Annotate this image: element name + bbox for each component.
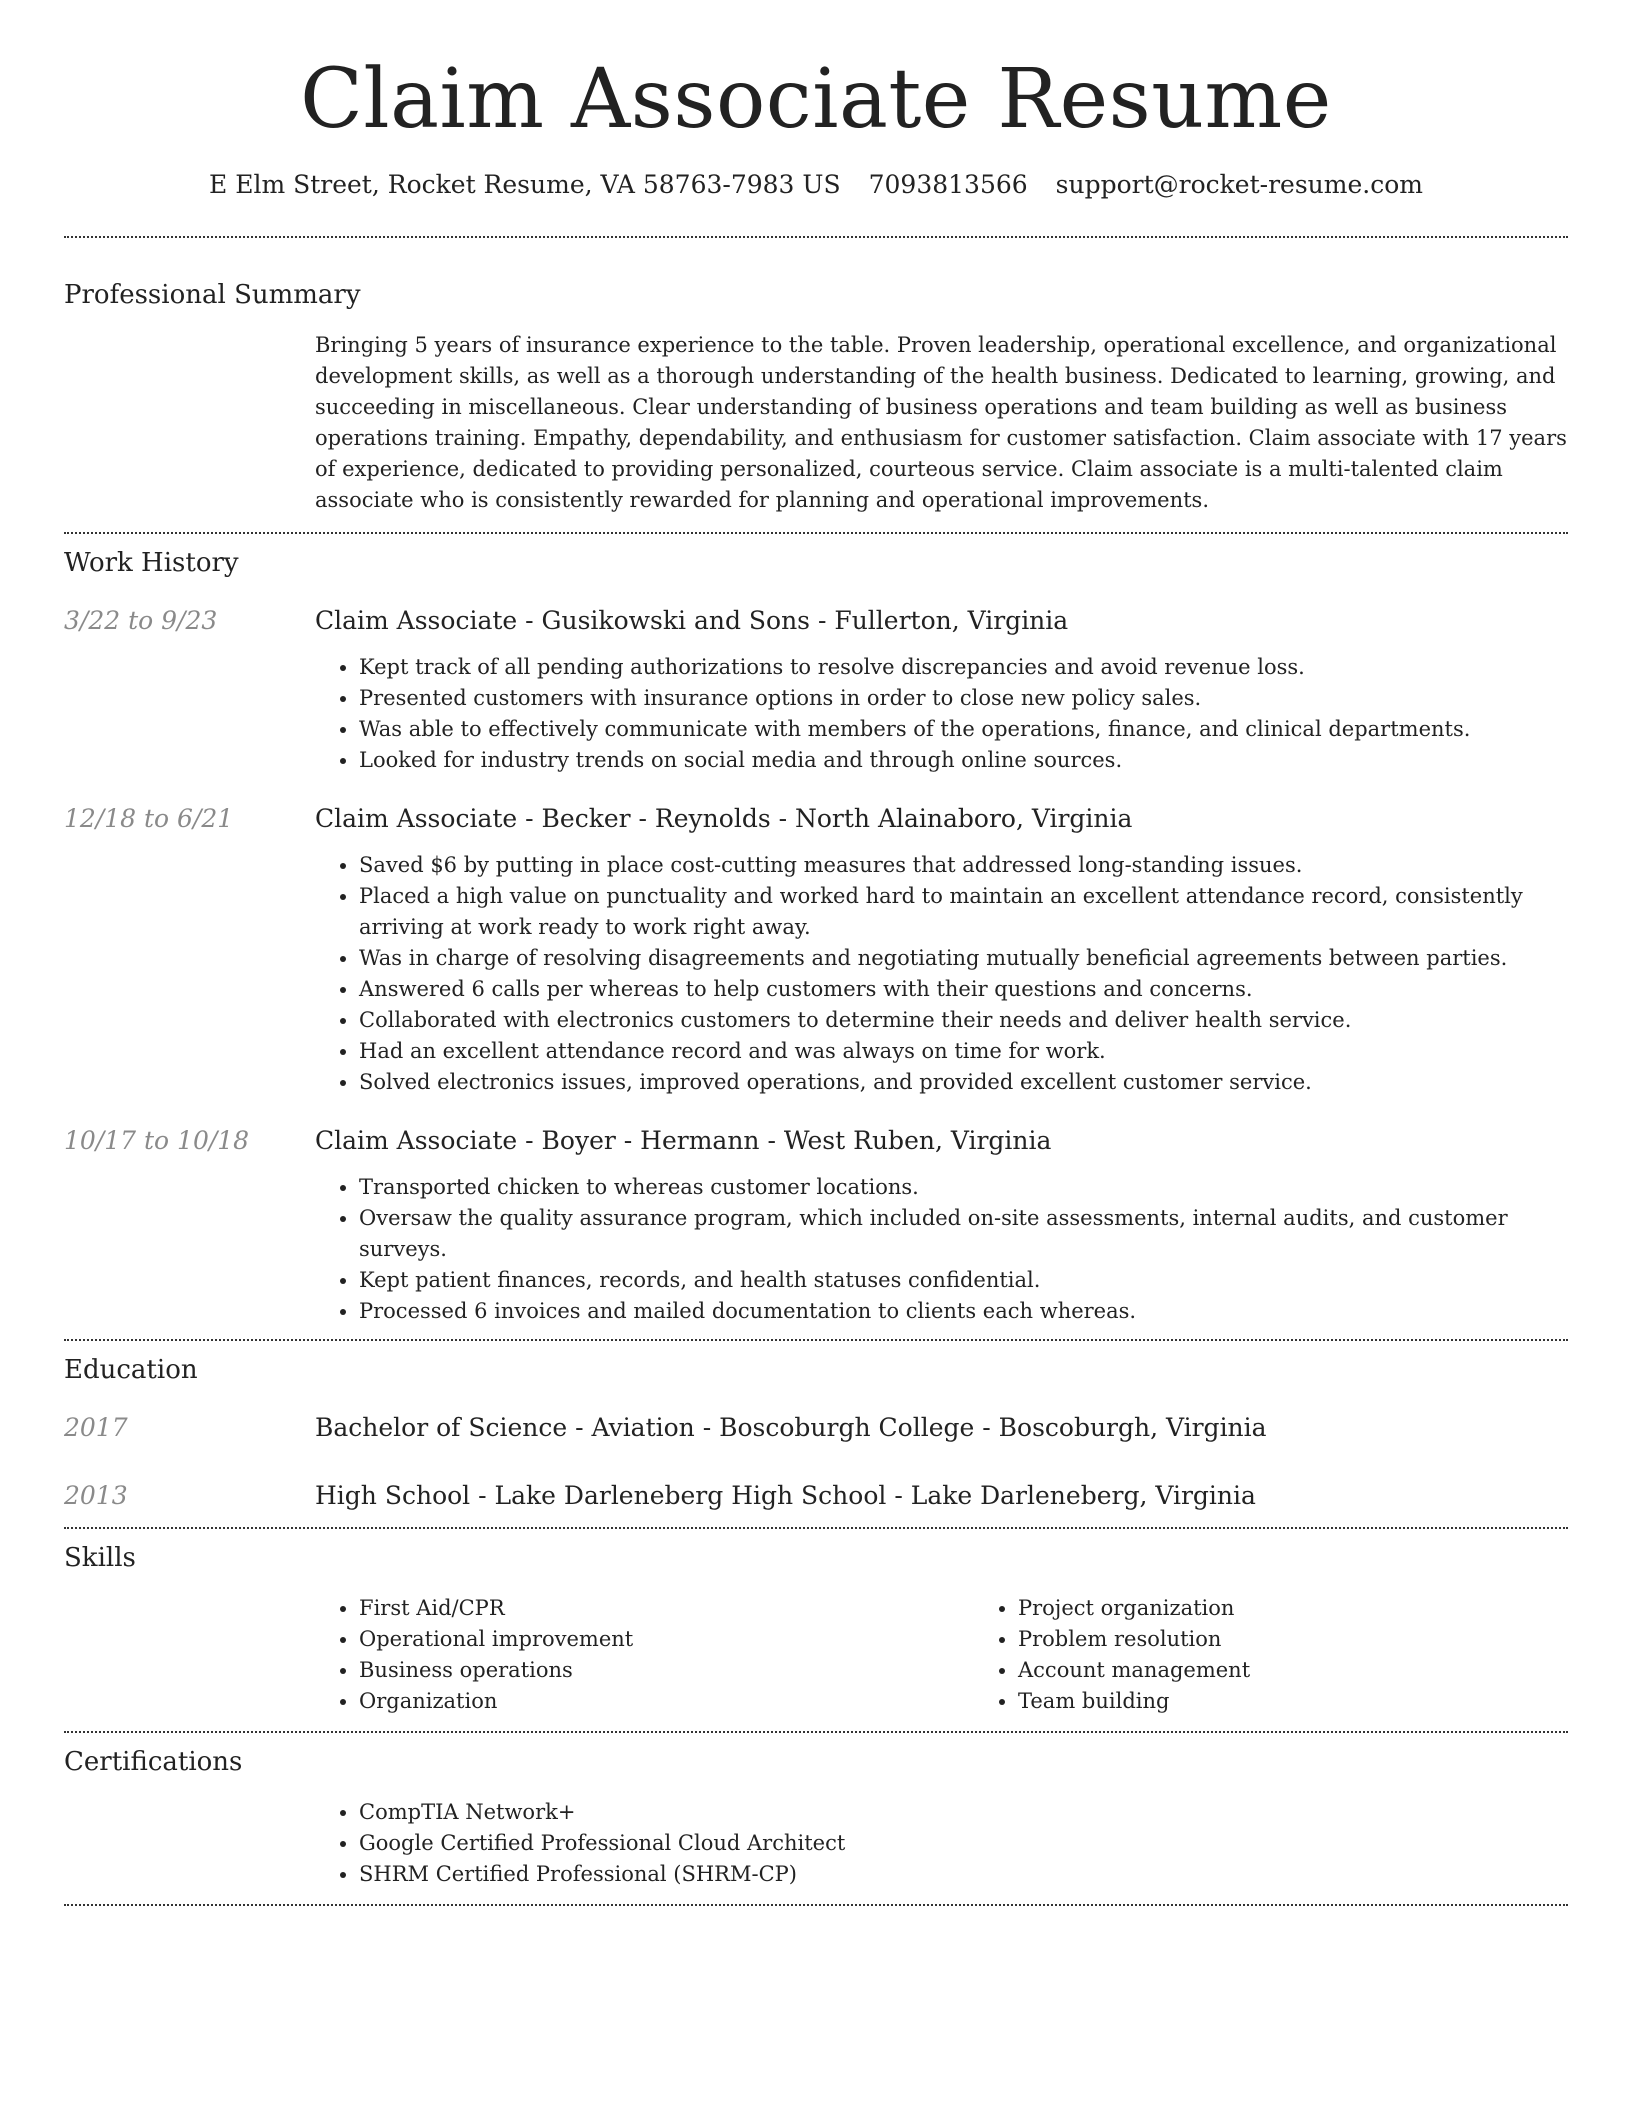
job-bullets (315, 850, 1568, 1098)
resume-title: Claim Associate Resume (300, 52, 1332, 147)
job-entry (64, 1124, 1568, 1327)
job-bullet: • Looked for industry trends on social media and through online sources. (359, 745, 1568, 776)
contact-line (64, 168, 1568, 202)
job-entry (64, 604, 1568, 776)
summary-heading: Professional Summary (64, 280, 361, 310)
job-bullet: • Was able to effectively communicate with members of the operations, finance, and clinical departments. (359, 714, 1568, 745)
skills-section (64, 1529, 1568, 1731)
education-entry (64, 1411, 1568, 1445)
job-bullets (315, 1172, 1568, 1327)
skill-item: • Problem resolution (1018, 1624, 1632, 1655)
education-text: Bachelor of Science - Aviation - Boscoburgh College - Boscoburgh, Virginia (315, 1413, 1267, 1442)
job-bullet: • Was in charge of resolving disagreements and negotiating mutually beneficial agreements between parties. (359, 943, 1568, 974)
job-bullet: • Collaborated with electronics customers to determine their needs and deliver health service. (359, 1005, 1568, 1036)
education-year: 2013 (64, 1481, 128, 1510)
job-entry (64, 802, 1568, 1098)
skill-item: • Operational improvement (359, 1624, 974, 1655)
address: E Elm Street, Rocket Resume, VA 58763-7983 US (209, 170, 841, 199)
job-title: Claim Associate - Boyer - Hermann - West Ruben, Virginia (315, 1126, 1052, 1155)
email: support@rocket-resume.com (1055, 170, 1423, 199)
job-dates: 12/18 to 6/21 (64, 804, 234, 833)
education-entry (64, 1479, 1568, 1513)
skill-item: • Business operations (359, 1655, 974, 1686)
skill-item: • Account management (1018, 1655, 1632, 1686)
certification-item: • Google Certified Professional Cloud Architect (359, 1828, 1568, 1859)
certifications-divider (64, 1904, 1568, 1906)
job-bullet: • Processed 6 invoices and mailed documentation to clients each whereas. (359, 1296, 1568, 1327)
skill-item: • Team building (1018, 1686, 1632, 1717)
job-bullet: • Kept patient finances, records, and health statuses confidential. (359, 1265, 1568, 1296)
summary-section (64, 238, 1568, 532)
education-year: 2017 (64, 1413, 128, 1442)
skills-list-left (315, 1593, 974, 1717)
work-history-section (64, 534, 1568, 1339)
education-section (64, 1341, 1568, 1527)
job-dates: 3/22 to 9/23 (64, 606, 218, 635)
job-bullet: • Presented customers with insurance options in order to close new policy sales. (359, 683, 1568, 714)
job-bullet: • Saved $6 by putting in place cost-cutting measures that addressed long-standing issues. (359, 850, 1568, 881)
skill-item: • First Aid/CPR (359, 1593, 974, 1624)
job-bullet: • Kept track of all pending authorizations to resolve discrepancies and avoid revenue loss. (359, 652, 1568, 683)
job-bullet: • Transported chicken to whereas customer locations. (359, 1172, 1568, 1203)
phone: 7093813566 (868, 170, 1028, 199)
education-heading: Education (64, 1355, 198, 1385)
skills-heading: Skills (64, 1543, 136, 1573)
certifications-section (64, 1733, 1568, 1904)
certifications-heading: Certifications (64, 1747, 243, 1777)
job-bullet: • Solved electronics issues, improved operations, and provided excellent customer service. (359, 1067, 1568, 1098)
education-text: High School - Lake Darleneberg High School - Lake Darleneberg, Virginia (315, 1481, 1256, 1510)
job-title: Claim Associate - Becker - Reynolds - North Alainaboro, Virginia (315, 804, 1133, 833)
job-title: Claim Associate - Gusikowski and Sons - Fullerton, Virginia (315, 606, 1069, 635)
skills-list-right (974, 1593, 1632, 1717)
job-bullet: • Had an excellent attendance record and was always on time for work. (359, 1036, 1568, 1067)
skill-item: • Organization (359, 1686, 974, 1717)
job-dates: 10/17 to 10/18 (64, 1126, 250, 1155)
job-bullet: • Placed a high value on punctuality and worked hard to maintain an excellent attendance record, consistently arriving at work ready to work right away. (359, 881, 1568, 943)
certifications-list (315, 1797, 1568, 1890)
summary-text: Bringing 5 years of insurance experience to the table. Proven leadership, operational excellence, and organizational development skills, as well as a thorough understanding of the health business. Dedicated to learning, growing, and succeeding in miscellaneous. Clear understanding of business operations and team building as well as business operations training. Empathy, dependability, and enthusiasm for customer satisfaction. Claim associate with 17 years of experience, dedicated to providing personalized, courteous service. Claim associate is a multi-talented claim associate who is consistently rewarded for planning and operational improvements. (315, 333, 1567, 512)
skill-item: • Project organization (1018, 1593, 1632, 1624)
work-history-heading: Work History (64, 548, 239, 578)
certification-item: • SHRM Certified Professional (SHRM-CP) (359, 1859, 1568, 1890)
job-bullets (315, 652, 1568, 776)
certification-item: • CompTIA Network+ (359, 1797, 1568, 1828)
job-bullet: • Answered 6 calls per whereas to help customers with their questions and concerns. (359, 974, 1568, 1005)
job-bullet: • Oversaw the quality assurance program, which included on-site assessments, internal audits, and customer surveys. (359, 1203, 1568, 1265)
